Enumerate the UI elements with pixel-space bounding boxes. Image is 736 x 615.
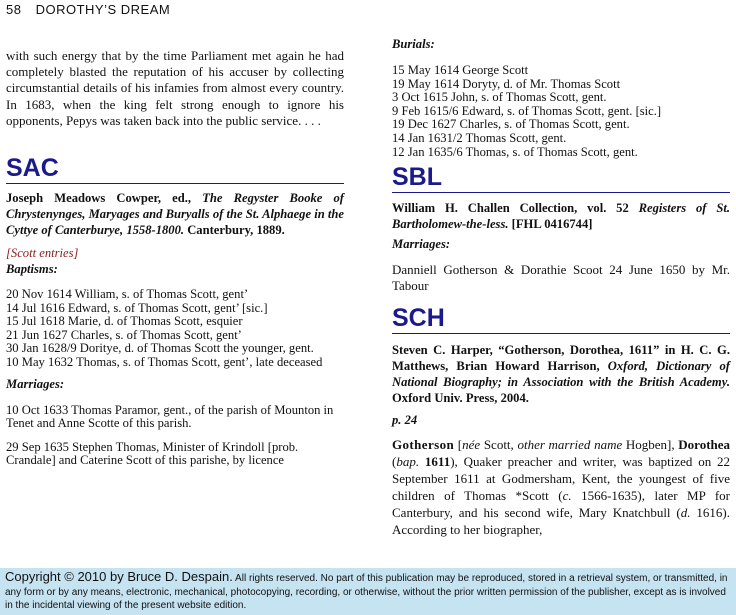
bio-text: 1616). According to her biographer, [392,505,730,537]
sch-citation [392,342,730,406]
sch-cite-a: Steven C. Harper, “Gotherson, Dorothea, 1611” in H. C. G. Matthews, Brian Howard Harrison, [392,343,730,373]
list-item: 3 Oct 1615 John, s. of Thomas Scott, gent. [392,90,607,105]
bio-text: 1566-1635), later MP for Canterbury, and his second wife, Mary Knatchbull ( [392,488,730,520]
bio-forename: Dorothea [678,437,731,452]
list-item: 14 Jan 1631/2 Thomas Scott, gent. [392,130,567,145]
sbl-heading: SBL [392,162,730,193]
baptisms-label: Baptisms: [6,262,58,276]
sbl-cite-b: Registers of St. Bartholomew-the-less. [392,201,730,231]
sch-heading: SCH [392,303,730,334]
list-item: 12 Jan 1635/6 Thomas, s. of Thomas Scott, gent. [392,144,638,159]
sac-citation [6,190,344,238]
sbl-section [392,162,730,294]
sch-cite-b: Oxford, Dictionary of National Biography; in Association with the British Academy. [392,359,730,389]
list-item: 10 May 1632 Thomas, s. of Thomas Scott, gent’, late deceased [6,354,323,369]
sac-cite-author: Joseph Meadows Cowper, ed., [6,191,192,205]
baptisms-list [6,288,344,370]
copyright-footer [0,568,736,615]
list-item: 21 Jun 1627 Charles, s. of Thomas Scott, gent’ [6,327,242,342]
biography-paragraph [392,436,730,538]
book-title: DOROTHY’S DREAM [35,2,171,17]
sac-cite-pub: Canterbury, 1889. [187,223,285,237]
list-item: 20 Nov 1614 William, s. of Thomas Scott, gent’ [6,287,249,301]
sch-cite-c: Oxford Univ. Press, 2004. [392,391,529,405]
sbl-marriage-entry: Danniell Gotherson & Dorathie Scoot 24 June 1650 by Mr. Tabour [392,262,730,294]
scott-entries-link[interactable]: [Scott entries] [6,246,79,260]
sbl-citation [392,200,730,232]
burials-list [392,64,730,159]
bio-text: d. [680,505,691,520]
list-item: 19 Dec 1627 Charles, s. of Thomas Scott, gent. [392,117,630,132]
burials-label: Burials: [392,37,435,51]
list-item: 14 Jul 1616 Edward, s. of Thomas Scott, gent’ [sic.] [6,300,268,315]
marriages-label: Marriages: [6,376,65,391]
copyright-notice: Copyright © 2010 by Bruce D. Despain. [5,569,233,584]
bio-name: Gotherson [392,437,455,452]
bio-year: 1611 [424,454,451,469]
sac-section [6,153,344,468]
bio-text: ( [392,454,397,469]
list-item: 9 Feb 1615/6 Edward, s. of Thomas Scott, gent. [sic.] [392,103,662,118]
bio-text: [ [457,437,463,452]
running-header [6,2,170,17]
page-reference: p. 24 [392,413,418,427]
list-item: 19 May 1614 Doryty, d. of Mr. Thomas Scott [392,76,621,91]
bio-text: ), Quaker preacher and writer, was baptized on 22 September 1611 at Godmersham, Kent, the youngest of five children of Thomas *Scott ( [392,454,730,503]
sbl-cite-c: [FHL 0416744] [511,217,593,231]
list-item: 15 May 1614 George Scott [392,63,529,77]
rights-statement: All rights reserved. No part of this publication may be reproduced, stored in a retrieval system, or transmitted, in any form or by any means, electronic, mechanical, photocopying, recording, or otherwise, without the prior written permission of the publisher, except as is involved in the incidental viewing of the present website edition. [5,573,728,611]
bio-text: Scott, [483,437,514,452]
list-item: 10 Oct 1633 Thomas Paramor, gent., of the parish of Mounton in Tenet and Anne Scotte of this parish. [6,402,334,431]
bio-text: née [462,437,481,452]
intro-paragraph: with such energy that by the time Parliament met again he had completely blasted the reputation of his accuser by collecting circumstantial details of his infamies from almost every country. In 1683, when the king felt strong enough to ignore his opponents, Pepys was taken back into the public service. . . . [6,48,344,128]
bio-text: bap. [396,454,420,469]
bio-text: other married name [517,437,623,452]
list-item: 29 Sep 1635 Stephen Thomas, Minister of Krindoll [prob. Crandale] and Caterine Scott of this parishe, by licence [6,439,299,468]
sac-cite-title: The Regyster Booke of Chrystenynges, Maryages and Buryalls of the St. Alphaege in the Cyttye of Canterburye, 1558-1800. [6,191,344,237]
sac-heading: SAC [6,153,344,184]
sbl-marriages-label: Marriages: [392,237,451,251]
list-item: 30 Jan 1628/9 Doritye, d. of Thomas Scott the younger, gent. [6,341,314,356]
sch-section [392,303,730,538]
list-item: 15 Jul 1618 Marie, d. of Thomas Scott, esquier [6,314,243,329]
bio-text: Hogben], [625,437,675,452]
page-number: 58 [6,2,22,17]
bio-text: c. [562,488,572,503]
sbl-cite-a: William H. Challen Collection, vol. 52 [392,201,629,215]
